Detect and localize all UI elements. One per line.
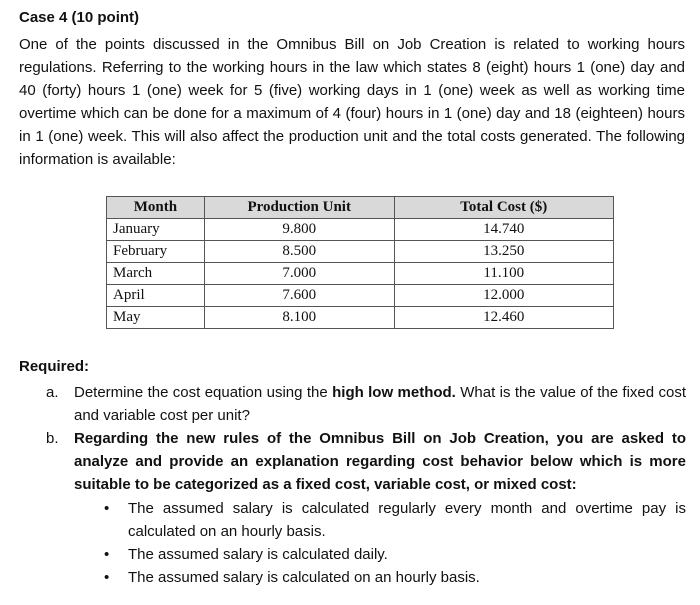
list-item (104, 497, 686, 543)
cell-month: May (107, 307, 205, 329)
intro-paragraph: One of the points discussed in the Omnibus Bill on Job Creation is related to working hours regulations. Referring to the working hours in the law which states 8 (eight) hours 1 (one) day and 40 (forty) hours 1 (one) week for 5 (five) working days in 1 (one) week as well as working time overtime which can be done for a maximum of 4 (four) hours in 1 (one) day and 18 (eighteen) hours in 1 (one) week. This will also affect the production unit and the total costs generated. The following information is available: (19, 36, 685, 168)
cost-table (106, 196, 614, 329)
cell-total-cost: 12.460 (394, 307, 613, 329)
question-a-text (74, 381, 686, 427)
bullet-text: The assumed salary is calculated on an hourly basis. (128, 569, 480, 586)
cell-total-cost: 11.100 (394, 263, 613, 285)
cell-month: February (107, 241, 205, 263)
bullet-text: The assumed salary is calculated daily. (128, 546, 388, 563)
cell-production-unit: 9.800 (204, 219, 394, 241)
list-item (104, 543, 686, 566)
bullet-icon: • (104, 546, 110, 563)
header-month: Month (107, 197, 205, 219)
cell-total-cost: 13.250 (394, 241, 613, 263)
table-header-row (107, 197, 614, 219)
required-heading: Required: (19, 358, 90, 375)
question-a (46, 381, 686, 427)
bullet-icon: • (104, 569, 110, 586)
question-a-text-end: What is the value of the fixed cost and variable cost per unit? (74, 384, 687, 424)
bullet-text: The assumed salary is calculated regularly every month and overtime pay is calculated on an hourly basis. (128, 500, 686, 540)
table-row (107, 307, 614, 329)
cell-month: March (107, 263, 205, 285)
bullet-icon: • (104, 500, 110, 517)
table-row (107, 241, 614, 263)
table-row (107, 219, 614, 241)
cell-month: January (107, 219, 205, 241)
question-a-marker: a. (46, 384, 59, 401)
header-production-unit: Production Unit (204, 197, 394, 219)
cell-production-unit: 7.000 (204, 263, 394, 285)
question-b (46, 427, 686, 497)
question-b-text: Regarding the new rules of the Omnibus Bill on Job Creation, you are asked to analyze and provide an explanation regarding cost behavior below which is more suitable to be categorized as a fixed cost, variable cost, or mixed cost: (74, 430, 686, 493)
cell-month: April (107, 285, 205, 307)
cell-production-unit: 8.500 (204, 241, 394, 263)
table-row (107, 285, 614, 307)
table-row (107, 263, 614, 285)
case-title: Case 4 (10 point) (19, 9, 140, 26)
cell-total-cost: 14.740 (394, 219, 613, 241)
cell-production-unit: 8.100 (204, 307, 394, 329)
cell-total-cost: 12.000 (394, 285, 613, 307)
cell-production-unit: 7.600 (204, 285, 394, 307)
header-total-cost: Total Cost ($) (394, 197, 613, 219)
question-b-marker: b. (46, 430, 59, 447)
question-a-bold-method: high low method. (332, 384, 456, 401)
list-item (104, 566, 686, 589)
question-a-text-start: Determine the cost equation using the (74, 384, 333, 401)
